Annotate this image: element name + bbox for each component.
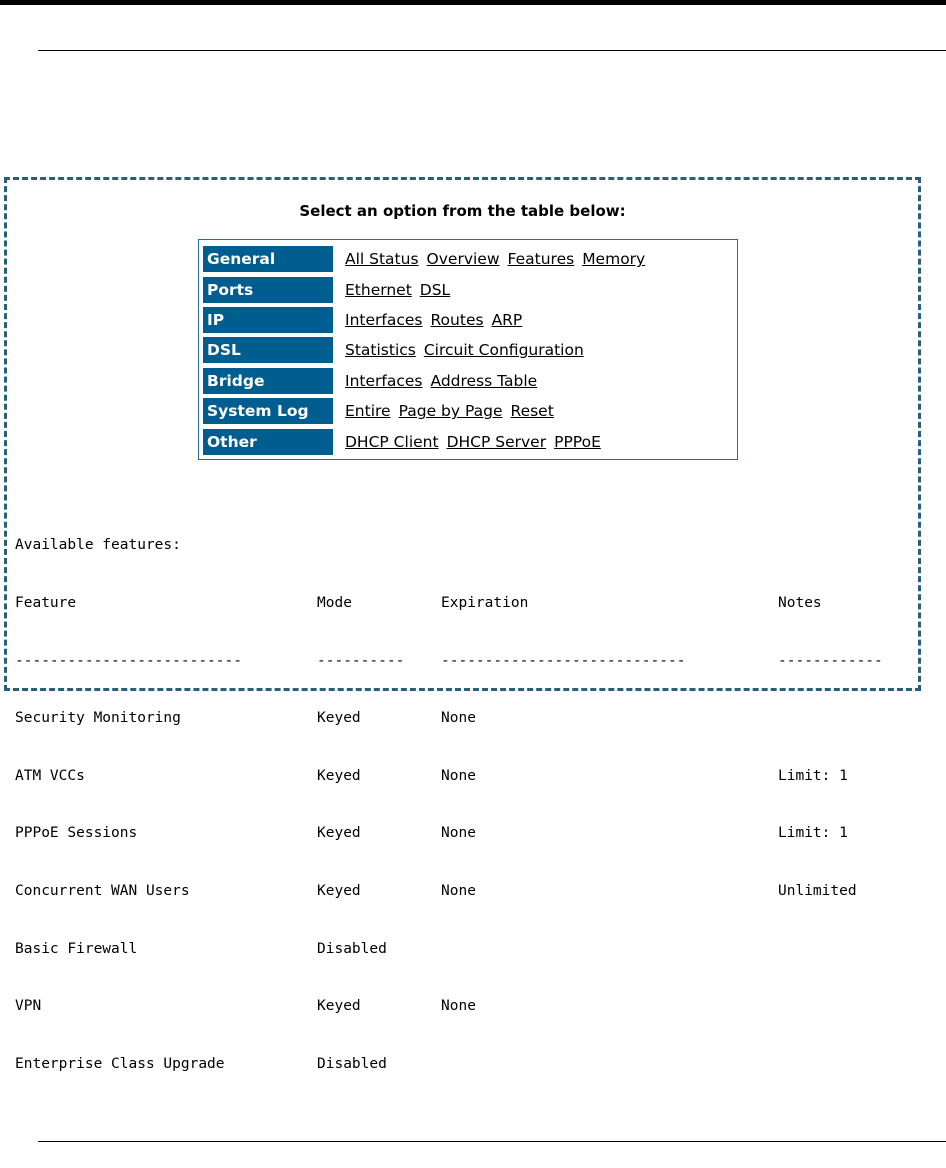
feature-mode: Keyed xyxy=(317,825,361,842)
feature-name: Basic Firewall xyxy=(15,940,138,957)
nav-category-ports: Ports xyxy=(203,277,333,303)
screenshot-frame xyxy=(4,177,921,1072)
link-dhcp-server[interactable]: DHCP Server xyxy=(446,432,547,451)
status-nav-table xyxy=(198,239,738,460)
feature-mode: Keyed xyxy=(317,767,361,784)
feature-expiration xyxy=(441,940,778,959)
column-header-feature: Feature xyxy=(15,595,77,612)
page-prompt: Select an option from the table below: xyxy=(299,202,626,220)
nav-category-ip: IP xyxy=(203,307,333,333)
feature-notes: Limit: 1 xyxy=(778,767,848,784)
separator: -------------------------- xyxy=(15,652,242,669)
nav-category-other: Other xyxy=(203,429,333,455)
feature-row xyxy=(15,997,918,1016)
features-header-row xyxy=(15,594,918,613)
nav-category-bridge: Bridge xyxy=(203,368,333,394)
link-statistics[interactable]: Statistics xyxy=(345,341,416,360)
feature-mode: Keyed xyxy=(317,883,361,900)
link-overview[interactable]: Overview xyxy=(426,250,500,269)
link-page-by-page[interactable]: Page by Page xyxy=(398,402,503,421)
column-header-mode: Mode xyxy=(317,595,352,612)
separator: ---------- xyxy=(317,652,405,669)
footer-divider xyxy=(38,1141,946,1142)
feature-row xyxy=(15,709,918,728)
feature-row xyxy=(15,824,918,843)
link-ip-interfaces[interactable]: Interfaces xyxy=(345,310,423,329)
feature-name: ATM VCCs xyxy=(15,767,85,784)
nav-row-ip xyxy=(203,305,737,335)
link-address-table[interactable]: Address Table xyxy=(430,371,538,390)
nav-row-ports xyxy=(203,274,737,304)
separator: ------------ xyxy=(778,652,883,669)
feature-expiration xyxy=(441,1055,778,1074)
feature-expiration: None xyxy=(441,883,476,900)
feature-row xyxy=(15,767,918,786)
link-reset[interactable]: Reset xyxy=(510,402,554,421)
feature-notes xyxy=(778,1055,918,1074)
link-memory[interactable]: Memory xyxy=(582,250,646,269)
feature-expiration: None xyxy=(441,998,476,1015)
feature-expiration: None xyxy=(441,710,476,727)
feature-name: VPN xyxy=(15,998,42,1015)
feature-name: Enterprise Class Upgrade xyxy=(15,1055,225,1072)
features-title: Available features: xyxy=(15,537,181,554)
features-separator-row xyxy=(15,652,918,671)
link-all-status[interactable]: All Status xyxy=(345,250,419,269)
feature-name: PPPoE Sessions xyxy=(15,825,138,842)
feature-expiration: None xyxy=(441,825,476,842)
feature-notes: Limit: 1 xyxy=(778,825,848,842)
nav-row-system-log xyxy=(203,396,737,426)
link-routes[interactable]: Routes xyxy=(430,310,484,329)
feature-mode: Disabled xyxy=(317,940,387,957)
feature-name: Security Monitoring xyxy=(15,710,181,727)
feature-mode: Disabled xyxy=(317,1055,387,1072)
column-header-notes: Notes xyxy=(778,595,822,612)
column-header-expiration: Expiration xyxy=(441,595,529,612)
link-features[interactable]: Features xyxy=(507,250,575,269)
top-rule xyxy=(0,0,946,5)
link-circuit-configuration[interactable]: Circuit Configuration xyxy=(423,341,584,360)
feature-notes xyxy=(778,997,918,1016)
nav-row-dsl xyxy=(203,335,737,365)
feature-mode: Keyed xyxy=(317,998,361,1015)
nav-category-dsl: DSL xyxy=(203,337,333,363)
feature-expiration: None xyxy=(441,767,476,784)
feature-row xyxy=(15,882,918,901)
link-arp[interactable]: ARP xyxy=(491,310,523,329)
link-dsl-port[interactable]: DSL xyxy=(419,280,451,299)
nav-row-other xyxy=(203,426,737,456)
features-output xyxy=(15,498,918,1113)
nav-row-bridge xyxy=(203,366,737,396)
link-ethernet[interactable]: Ethernet xyxy=(345,280,412,299)
link-dhcp-client[interactable]: DHCP Client xyxy=(345,432,439,451)
feature-row xyxy=(15,940,918,959)
link-bridge-interfaces[interactable]: Interfaces xyxy=(345,371,423,390)
feature-notes xyxy=(778,940,918,959)
feature-notes xyxy=(778,709,918,728)
nav-category-general: General xyxy=(203,246,333,272)
feature-name: Concurrent WAN Users xyxy=(15,883,190,900)
nav-category-system-log: System Log xyxy=(203,398,333,424)
feature-mode: Keyed xyxy=(317,710,361,727)
link-pppoe[interactable]: PPPoE xyxy=(554,432,601,451)
header-divider xyxy=(38,50,946,51)
feature-row xyxy=(15,1055,918,1074)
feature-notes: Unlimited xyxy=(778,883,857,900)
nav-row-general xyxy=(203,244,737,274)
separator: ---------------------------- xyxy=(441,652,686,669)
link-entire[interactable]: Entire xyxy=(345,402,391,421)
